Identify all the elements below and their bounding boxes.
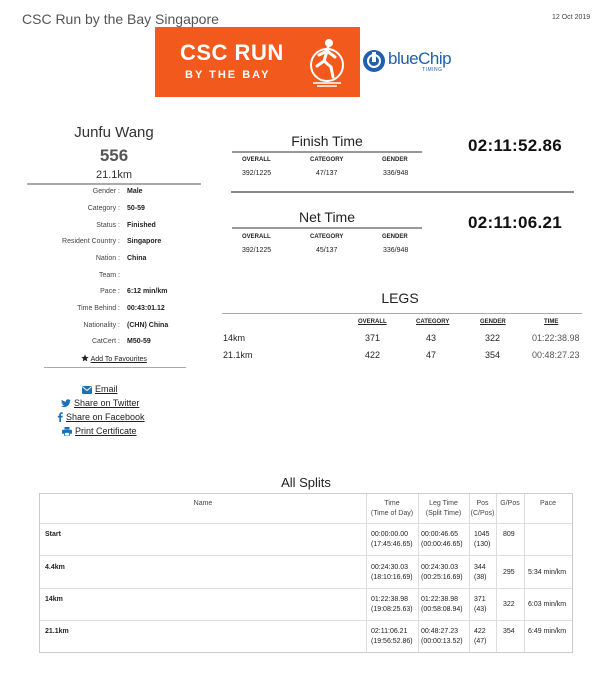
row-divider xyxy=(40,588,572,589)
split-gpos: 809 xyxy=(503,531,515,538)
split-time-value: 00:00:00.00 xyxy=(371,531,408,538)
split-split-time: (00:25:16.69) xyxy=(421,574,463,581)
split-time-of-day: (19:56:52.86) xyxy=(371,638,413,645)
split-name: 21.1km xyxy=(45,628,69,635)
split-name: Start xyxy=(45,531,61,538)
col-header-time-label: Time xyxy=(384,500,400,507)
finish-category-header: CATEGORY xyxy=(310,157,344,163)
split-split-time: (00:58:08.94) xyxy=(421,606,463,613)
profile-label: Resident Country : xyxy=(62,238,120,245)
split-split-time: (00:00:13.52) xyxy=(421,638,463,645)
split-leg xyxy=(421,595,463,615)
net-gender-value: 336/948 xyxy=(383,247,409,254)
finish-time-underline xyxy=(232,151,422,153)
split-time xyxy=(371,627,413,647)
row-divider xyxy=(40,620,572,621)
split-leg xyxy=(421,627,463,647)
twitter-icon xyxy=(61,399,71,408)
profile-value: China xyxy=(127,255,147,262)
legs-row-time: 00:48:27.23 xyxy=(532,350,580,360)
share-facebook-label: Share on Facebook xyxy=(66,412,145,422)
legs-title: LEGS xyxy=(381,290,419,306)
split-cpos-value: (43) xyxy=(474,606,487,613)
print-certificate-link[interactable] xyxy=(62,426,137,436)
legs-overall-header[interactable]: OVERALL xyxy=(358,319,387,325)
split-name: 4.4km xyxy=(45,564,65,571)
add-to-favourites-label: Add To Favourites xyxy=(90,356,147,363)
profile-label: Category : xyxy=(87,205,120,212)
splits-table xyxy=(39,493,573,653)
split-pos-value: 371 xyxy=(474,596,486,603)
split-pos-value: 1045 xyxy=(474,531,490,538)
split-time-of-day: (19:08:25.63) xyxy=(371,606,413,613)
profile-label: Time Behind : xyxy=(77,305,120,312)
split-leg-value: 00:00:46.65 xyxy=(421,531,458,538)
split-cpos-value: (38) xyxy=(474,574,487,581)
profile-value: Singapore xyxy=(127,238,162,245)
finish-net-separator xyxy=(231,191,574,193)
finish-gender-header: GENDER xyxy=(382,157,408,163)
split-pace: 6:49 min/km xyxy=(528,628,567,635)
profile-row-category xyxy=(10,205,260,217)
facebook-icon xyxy=(57,412,63,422)
email-link[interactable] xyxy=(82,384,118,394)
legs-row-category: 47 xyxy=(426,350,437,360)
bib-number: 556 xyxy=(99,146,129,165)
split-time-of-day: (17:45:46.65) xyxy=(371,541,413,548)
profile-row-resident-country xyxy=(10,238,260,250)
split-time xyxy=(371,530,413,550)
split-leg-value: 01:22:38.98 xyxy=(421,596,458,603)
legs-time-header[interactable]: TIME xyxy=(544,319,559,325)
profile-row-nation xyxy=(10,255,260,267)
profile-label: Gender : xyxy=(92,188,120,195)
csc-logo-line2: BY THE BAY xyxy=(185,69,271,81)
share-facebook-link[interactable] xyxy=(57,412,145,422)
all-splits-title: All Splits xyxy=(281,475,331,490)
event-date: 12 Oct 2019 xyxy=(552,14,591,21)
split-name: 14km xyxy=(45,596,63,603)
col-header-pos-sub: (C/Pos) xyxy=(470,510,495,517)
runner-icon xyxy=(305,35,349,89)
profile-label: Nation : xyxy=(95,255,120,262)
profile-row-team xyxy=(10,272,260,284)
col-header-pace: Pace xyxy=(540,500,556,507)
split-pos xyxy=(474,595,486,615)
split-time-of-day: (18:10:16.69) xyxy=(371,574,413,581)
net-category-value: 45/137 xyxy=(316,247,338,254)
split-gpos: 322 xyxy=(503,601,515,608)
net-overall-header: OVERALL xyxy=(242,234,271,240)
profile-label: Nationality : xyxy=(83,322,120,329)
legs-row-gender: 354 xyxy=(485,350,501,360)
legs-row-gender: 322 xyxy=(485,333,501,343)
profile-value: Male xyxy=(127,188,143,195)
profile-value: M50-59 xyxy=(127,338,151,345)
legs-row-name: 21.1km xyxy=(223,350,253,360)
profile-value: 00:43:01.12 xyxy=(127,305,165,312)
envelope-icon xyxy=(82,386,92,394)
row-divider xyxy=(40,523,572,524)
add-to-favourites-link[interactable] xyxy=(24,354,204,363)
split-pos-value: 422 xyxy=(474,628,486,635)
net-time-title: Net Time xyxy=(298,209,355,225)
legs-row-overall: 422 xyxy=(365,350,381,360)
bluechip-logo-sub: TIMING xyxy=(422,67,443,73)
net-time-underline xyxy=(232,227,422,229)
split-time xyxy=(371,563,413,583)
col-header-gpos: G/Pos xyxy=(500,500,520,507)
column-divider xyxy=(496,494,497,652)
profile-row-pace xyxy=(10,288,260,300)
col-header-pos-label: Pos xyxy=(476,500,489,507)
net-category-header: CATEGORY xyxy=(310,234,344,240)
split-cpos-value: (130) xyxy=(474,541,491,548)
share-twitter-link[interactable] xyxy=(61,398,139,408)
col-header-pos xyxy=(469,499,496,519)
split-leg-value: 00:48:27.23 xyxy=(421,628,458,635)
finish-overall-value: 392/1225 xyxy=(242,170,272,177)
legs-row-time: 01:22:38.98 xyxy=(532,333,580,343)
split-split-time: (00:00:46.65) xyxy=(421,541,463,548)
finish-overall-header: OVERALL xyxy=(242,157,271,163)
legs-row-overall: 371 xyxy=(365,333,381,343)
col-header-leg-label: Leg Time xyxy=(429,500,458,507)
profile-divider xyxy=(27,183,201,185)
split-time-value: 01:22:38.98 xyxy=(371,596,408,603)
profile-divider-bottom xyxy=(44,367,186,368)
profile-label: CatCert : xyxy=(91,338,120,345)
profile-row-gender xyxy=(10,188,260,200)
profile-value: Finished xyxy=(127,222,156,229)
split-leg xyxy=(421,563,463,583)
split-pace: 5:34 min/km xyxy=(528,569,567,576)
profile-value: 6:12 min/km xyxy=(127,288,168,295)
column-divider xyxy=(524,494,525,652)
event-title: CSC Run by the Bay Singapore xyxy=(22,11,219,27)
csc-run-logo xyxy=(155,27,360,97)
split-cpos-value: (47) xyxy=(474,638,487,645)
finish-gender-value: 336/948 xyxy=(383,170,409,177)
profile-label: Team : xyxy=(98,272,120,279)
finish-category-value: 47/137 xyxy=(316,170,338,177)
split-pos xyxy=(474,563,486,583)
star-icon xyxy=(81,354,89,362)
col-header-name: Name xyxy=(193,500,213,507)
col-header-leg-time xyxy=(418,499,469,519)
split-pos-value: 344 xyxy=(474,564,486,571)
bluechip-logo-text: blueChip xyxy=(388,49,452,68)
split-gpos: 354 xyxy=(503,628,515,635)
race-distance: 21.1km xyxy=(95,169,133,181)
finish-time-title: Finish Time xyxy=(291,133,363,149)
split-time-value: 00:24:30.03 xyxy=(371,564,408,571)
finish-time-value: 02:11:52.86 xyxy=(468,136,563,155)
runner-name: Junfu Wang xyxy=(74,124,154,141)
legs-divider xyxy=(222,313,582,314)
share-twitter-label: Share on Twitter xyxy=(74,398,140,408)
bluechip-icon xyxy=(362,49,386,73)
split-pos xyxy=(474,627,486,647)
profile-value: 50-59 xyxy=(127,205,145,212)
col-header-time xyxy=(366,499,418,519)
profile-row-time-behind xyxy=(10,305,260,317)
printer-icon xyxy=(62,427,72,436)
col-header-time-sub: (Time of Day) xyxy=(370,510,414,517)
row-divider xyxy=(40,555,572,556)
net-gender-header: GENDER xyxy=(382,234,408,240)
csc-logo-line1: CSC RUN xyxy=(180,40,284,65)
split-gpos: 295 xyxy=(503,569,515,576)
col-header-leg-sub: (Split Time) xyxy=(425,510,462,517)
split-pace: 6:03 min/km xyxy=(528,601,567,608)
print-certificate-label: Print Certificate xyxy=(75,426,137,436)
net-time-value: 02:11:06.21 xyxy=(468,213,563,232)
profile-label: Status : xyxy=(96,222,120,229)
split-pos xyxy=(474,530,490,550)
split-time-value: 02:11:06.21 xyxy=(371,628,408,635)
profile-row-status xyxy=(10,222,260,234)
profile-value: (CHN) China xyxy=(127,322,169,329)
split-time xyxy=(371,595,413,615)
split-leg xyxy=(421,530,463,550)
legs-category-header[interactable]: CATEGORY xyxy=(416,319,450,325)
split-leg-value: 00:24:30.03 xyxy=(421,564,458,571)
email-label: Email xyxy=(95,384,118,394)
bluechip-timing-logo xyxy=(362,47,462,79)
legs-gender-header[interactable]: GENDER xyxy=(480,319,506,325)
legs-row-category: 43 xyxy=(426,333,437,343)
net-overall-value: 392/1225 xyxy=(242,247,272,254)
profile-label: Pace : xyxy=(100,288,120,295)
legs-row-name: 14km xyxy=(223,333,246,343)
